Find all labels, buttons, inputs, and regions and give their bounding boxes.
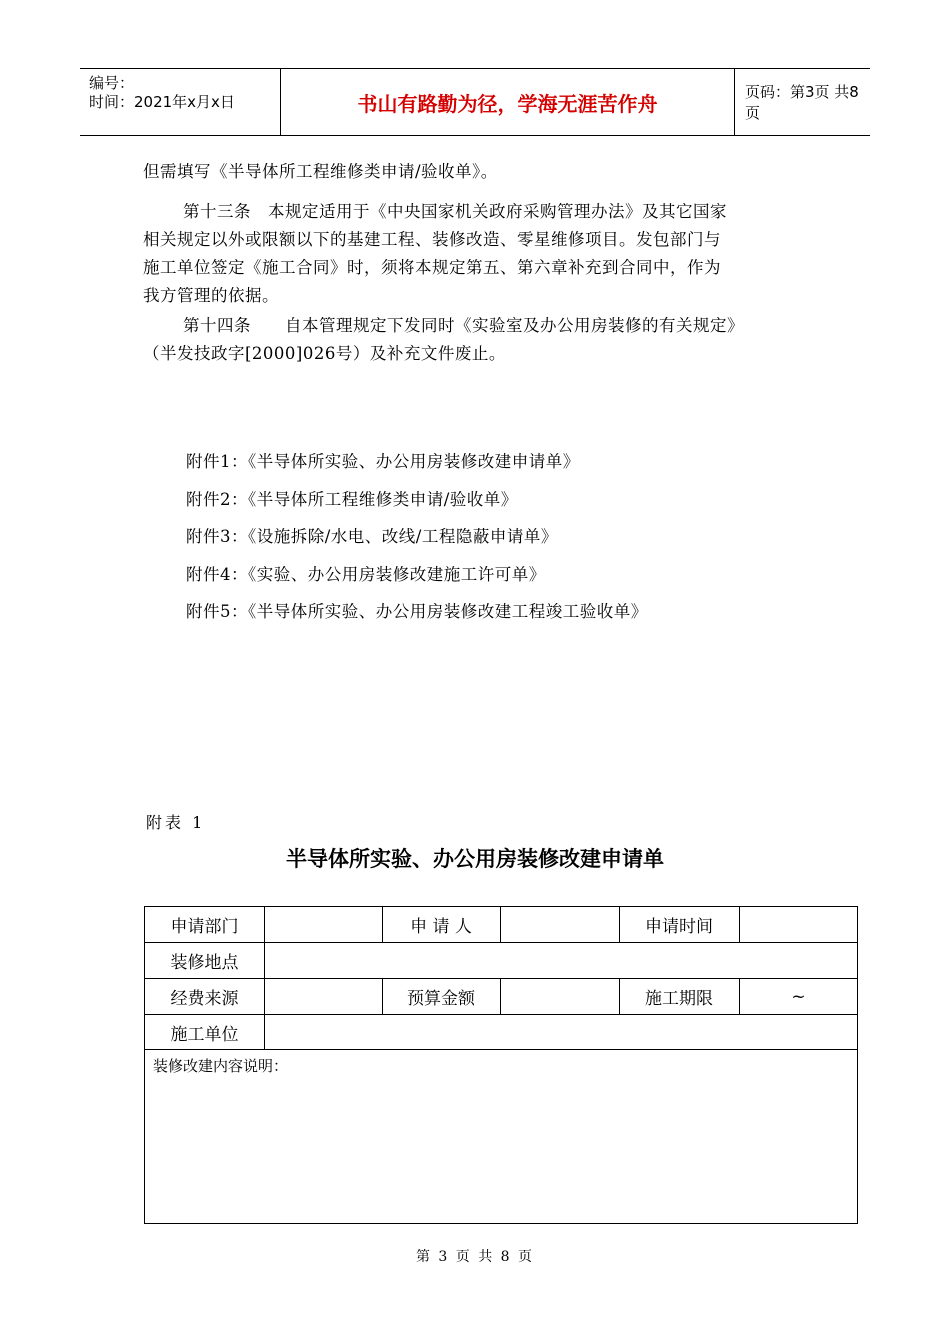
document-date: 时间：2021年x月x日 (89, 93, 235, 111)
text-line: 第十四条 自本管理规定下发同时《实验室及办公用房装修的有关规定》 (183, 316, 744, 335)
label-budget: 预算金额 (407, 989, 475, 1009)
text-line: 我方管理的依据。 (143, 286, 279, 305)
header-motto: 书山有路勤为径，学海无涯苦作舟 (281, 69, 735, 135)
text-line: 相关规定以外或限额以下的基建工程、装修改造、零星维修项目。发包部门与 (143, 230, 721, 249)
label-contractor: 施工单位 (170, 1024, 239, 1045)
header-page-info: 页码：第3页 共8页 (745, 83, 859, 122)
attachment-4: 附件4：《实验、办公用房装修改建施工许可单》 (186, 565, 546, 584)
period-field[interactable]: ~ (791, 986, 806, 1007)
label-funding-source: 经费来源 (170, 989, 239, 1009)
applicant-field[interactable] (501, 907, 619, 942)
label-description: 装修改建内容说明： (153, 1057, 289, 1075)
page-header (80, 68, 870, 136)
header-meta (80, 69, 281, 135)
apply-time-field[interactable] (740, 907, 857, 942)
attachment-5: 附件5：《半导体所实验、办公用房装修改建工程竣工验收单》 (186, 602, 648, 621)
contractor-field[interactable] (265, 1015, 857, 1049)
form-title: 半导体所实验、办公用房装修改建申请单 (286, 847, 664, 871)
description-field[interactable] (145, 1077, 857, 1223)
text-line: 施工单位签定《施工合同》时，须将本规定第五、第六章补充到合同中，作为 (143, 258, 721, 277)
attachment-3: 附件3：《设施拆除/水电、改线/工程隐蔽申请单》 (186, 527, 558, 546)
application-form-table (144, 906, 858, 1224)
label-period: 施工期限 (645, 989, 713, 1009)
label-dept: 申请部门 (170, 917, 239, 937)
paragraph-article-13 (143, 198, 813, 310)
location-field[interactable] (265, 943, 857, 978)
document-number: 编号： (89, 74, 135, 92)
dept-field[interactable] (265, 907, 382, 942)
text-line: 第十三条 本规定适用于《中央国家机关政府采购管理办法》及其它国家 (183, 202, 727, 221)
budget-field[interactable] (501, 979, 619, 1014)
label-location: 装修地点 (170, 953, 239, 973)
form-label: 附表 1 (146, 813, 206, 832)
funding-source-field[interactable] (265, 979, 382, 1014)
text-line: （半发技政字[2000]026号）及补充文件废止。 (143, 344, 506, 363)
label-apply-time: 申请时间 (645, 917, 713, 937)
attachment-2: 附件2：《半导体所工程维修类申请/验收单》 (186, 490, 518, 509)
paragraph-article-14 (143, 312, 813, 368)
paragraph-1: 但需填写《半导体所工程维修类申请/验收单》。 (143, 162, 498, 181)
attachment-1: 附件1：《半导体所实验、办公用房装修改建申请单》 (186, 452, 580, 471)
page-footer: 第 3 页 共 8 页 (415, 1249, 535, 1265)
label-applicant: 申 请 人 (410, 917, 472, 937)
